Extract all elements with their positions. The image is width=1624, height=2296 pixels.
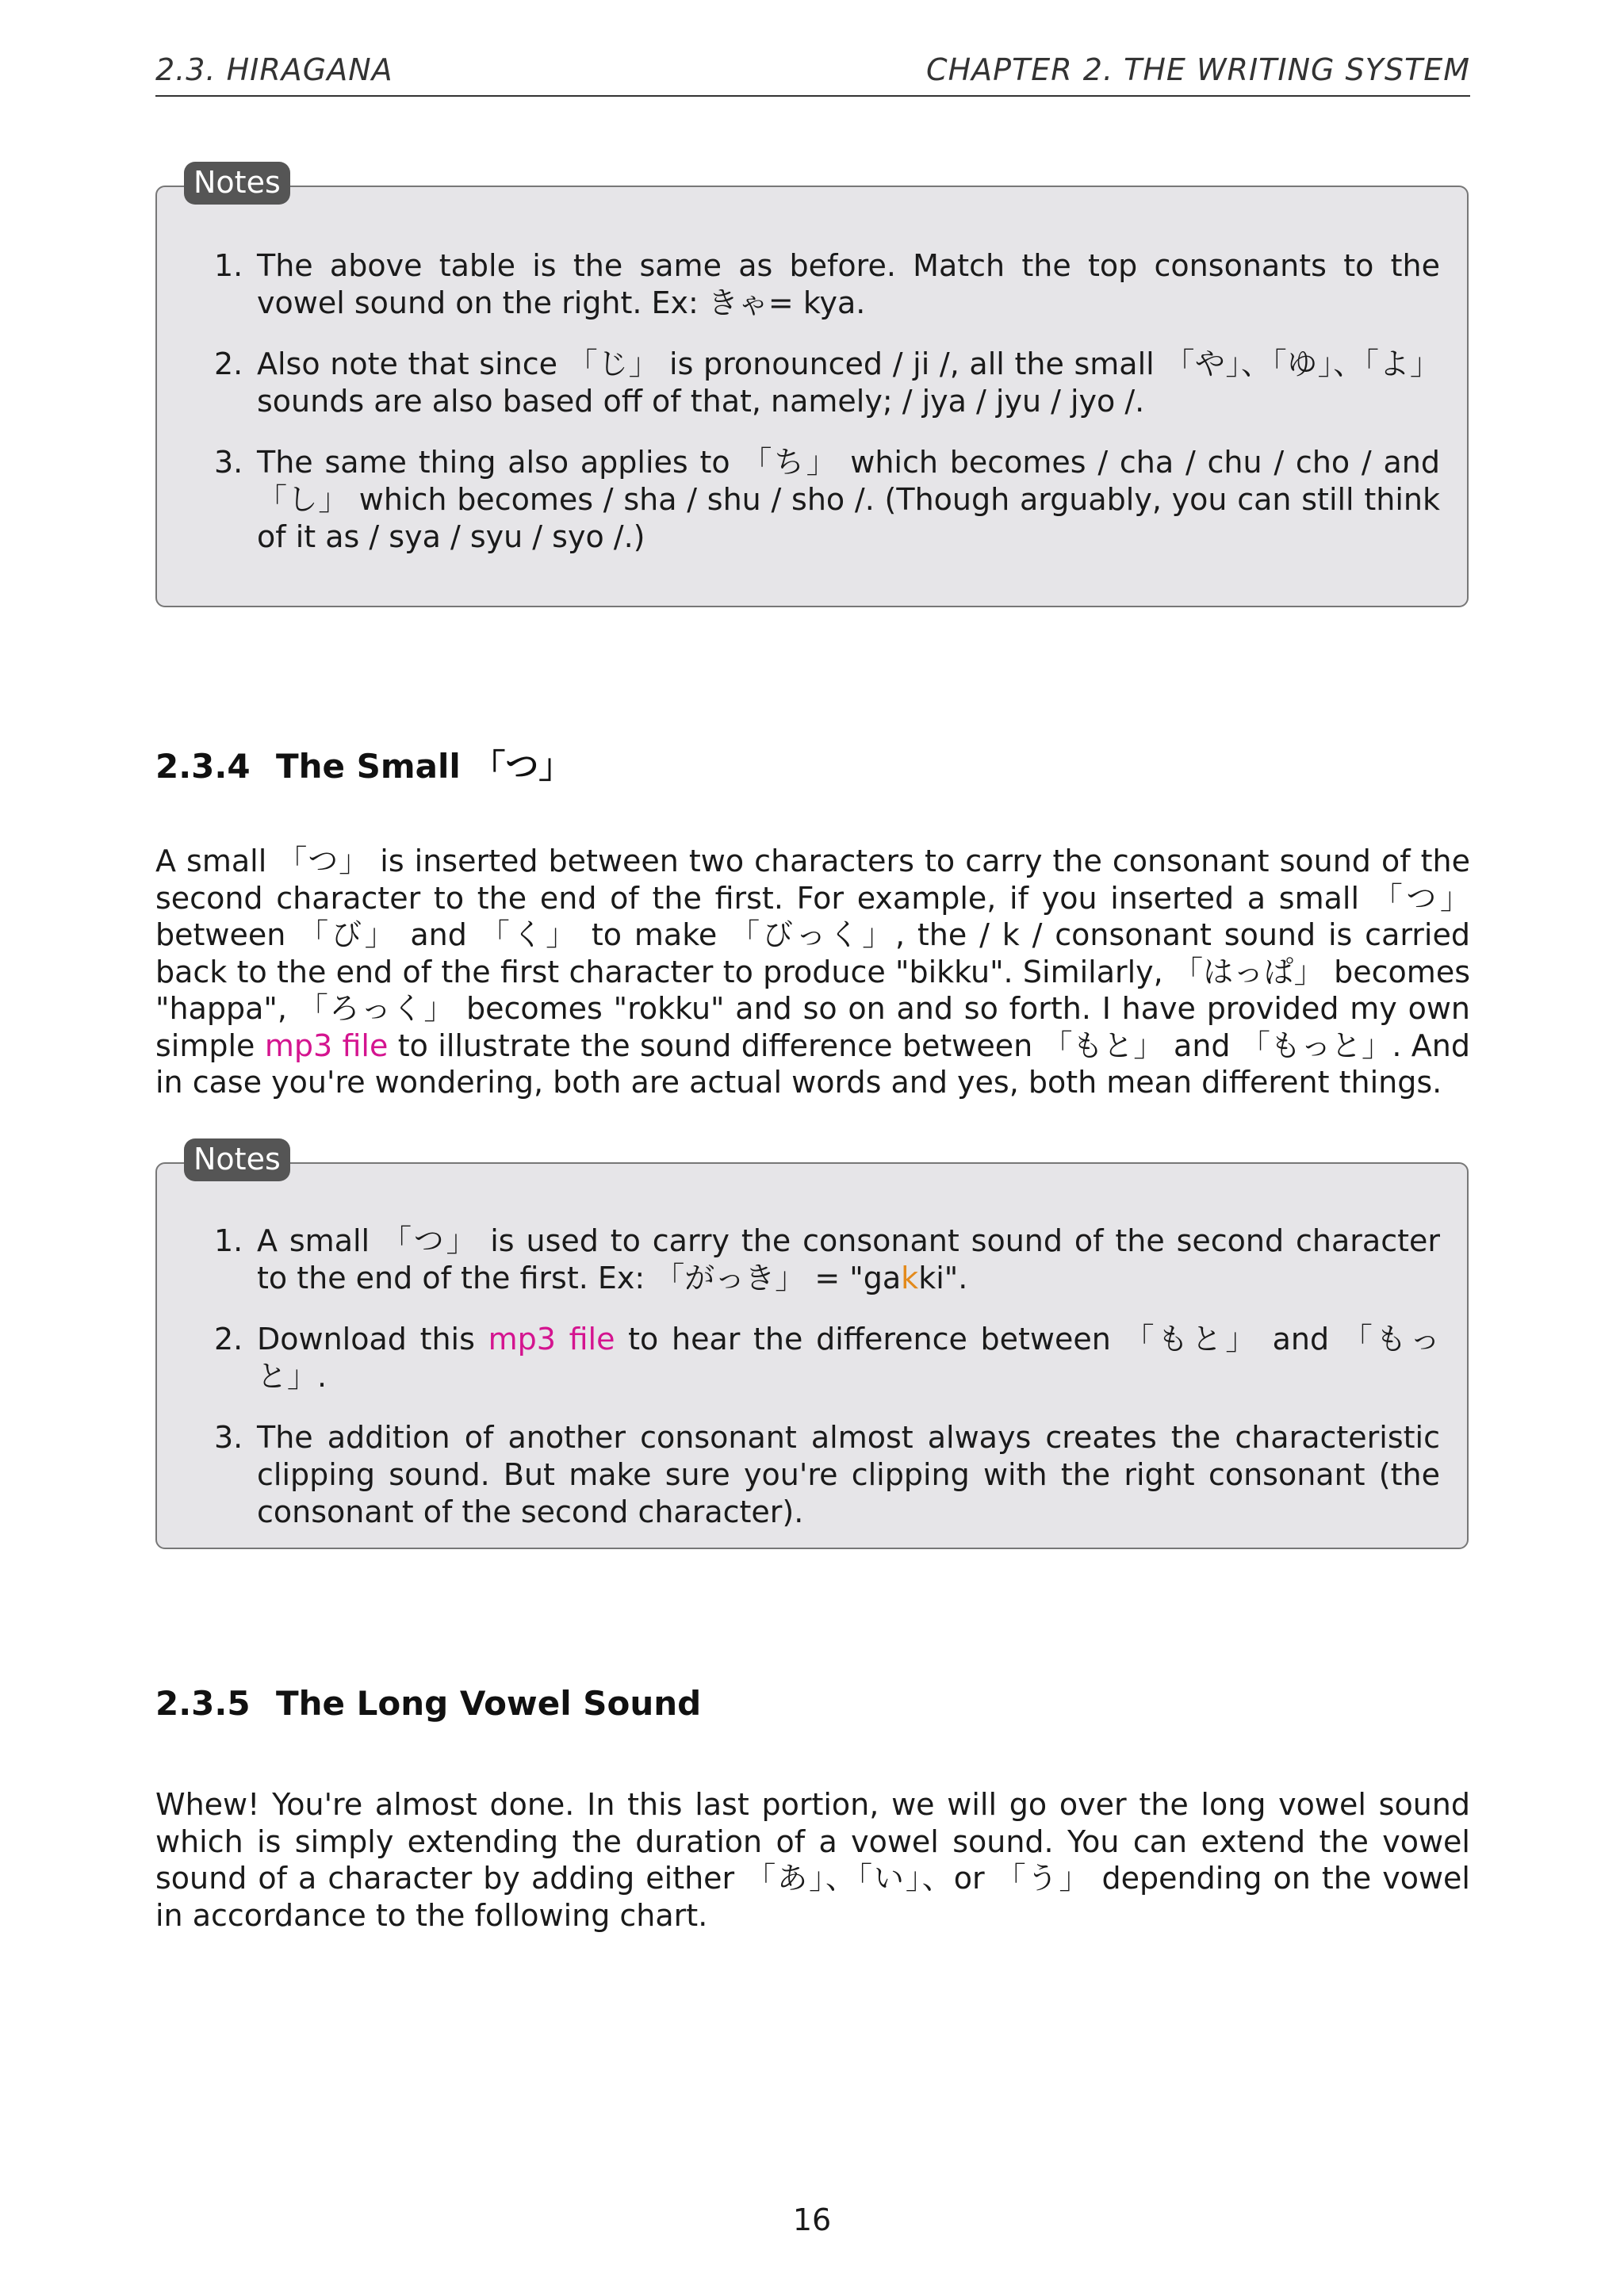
list-number: 2. <box>214 346 243 381</box>
list-item <box>214 1321 1440 1395</box>
list-number: 1. <box>214 248 243 283</box>
paragraph-small-tsu <box>155 843 1470 1101</box>
mp3-file-link[interactable]: mp3 file <box>488 1322 615 1357</box>
mp3-file-link[interactable]: mp3 file <box>264 1027 389 1063</box>
notes-list <box>214 247 1440 580</box>
section-title: The Small 「つ」 <box>276 747 573 786</box>
section-heading-2-3-5 <box>155 1684 701 1723</box>
list-number: 3. <box>214 1420 243 1455</box>
paragraph-text: to illustrate the sound difference between 「もと」 and 「もっと」. And in case you're wondering, both are actual words and yes, both mean different things. <box>155 1027 1471 1100</box>
list-number: 1. <box>214 1223 243 1258</box>
list-item <box>214 247 1440 322</box>
list-text: ki". <box>918 1261 968 1295</box>
list-text: The above table is the same as before. Match the top consonants to the vowel sound on the right. Ex: きゃ= kya. <box>257 248 1440 320</box>
list-text: A small 「つ」 is used to carry the consonant sound of the second character to the end of the first. Ex: 「がっき」 = "ga <box>257 1223 1440 1295</box>
list-item <box>214 1223 1440 1297</box>
list-text: Download this <box>257 1322 488 1357</box>
notes-box-1 <box>155 165 1469 607</box>
list-text: Also note that since 「じ」 is pronounced / ji /, all the small 「や」、「ゆ」、「よ」 sounds are also based off of that, namely; / jya / jyu / jyo /. <box>257 346 1440 419</box>
running-header <box>155 52 1470 97</box>
paragraph-long-vowel: Whew! You're almost done. In this last portion, we will go over the long vowel sound which is simply extending the duration of a vowel sound. You can extend the vowel sound of a character by adding either 「あ」、「い」、or 「う」 depending on the vowel in accordance to the following chart. <box>155 1787 1470 1933</box>
list-number: 2. <box>214 1322 243 1357</box>
list-number: 3. <box>214 445 243 480</box>
section-number: 2.3.4 <box>155 747 251 786</box>
header-section-title: 2.3. HIRAGANA <box>155 52 393 87</box>
page-number: 16 <box>792 2202 832 2237</box>
list-item <box>214 1419 1440 1531</box>
notes-label: Notes <box>184 1138 290 1181</box>
notes-list <box>214 1223 1440 1555</box>
section-heading-2-3-4 <box>155 740 572 788</box>
paragraph-text: A small 「つ」 is inserted between two characters to carry the consonant sound of the second character to the end of the first. For example, if you inserted a small 「つ」 between 「び」 and 「く」 to make 「びっく」, the / k / consonant sound is carried back to the end of the first character to produce "bikku". Similarly, 「はっぱ」 becomes "happa", 「ろっく」 becomes "rokku" and so on and so forth. I have provided my own simple <box>155 844 1470 1063</box>
notes-box-2 <box>155 1142 1469 1549</box>
highlighted-letter: k <box>901 1261 919 1295</box>
notes-label: Notes <box>184 162 290 205</box>
list-text: The addition of another consonant almost always creates the characteristic clipping sound. But make sure you're clipping with the right consonant (the consonant of the second character). <box>257 1420 1440 1529</box>
header-chapter-title: CHAPTER 2. THE WRITING SYSTEM <box>926 52 1470 87</box>
list-item <box>214 346 1440 420</box>
list-text: to hear the difference between 「もと」 and 「もっと」. <box>257 1322 1440 1394</box>
list-item <box>214 444 1440 556</box>
section-number: 2.3.5 <box>155 1684 251 1723</box>
list-text: The same thing also applies to 「ち」 which becomes / cha / chu / cho / and 「し」 which becomes / sha / shu / sho /. (Though arguably, you can still think of it as / sya / syu / syo /.) <box>257 445 1440 554</box>
section-title: The Long Vowel Sound <box>276 1684 702 1723</box>
